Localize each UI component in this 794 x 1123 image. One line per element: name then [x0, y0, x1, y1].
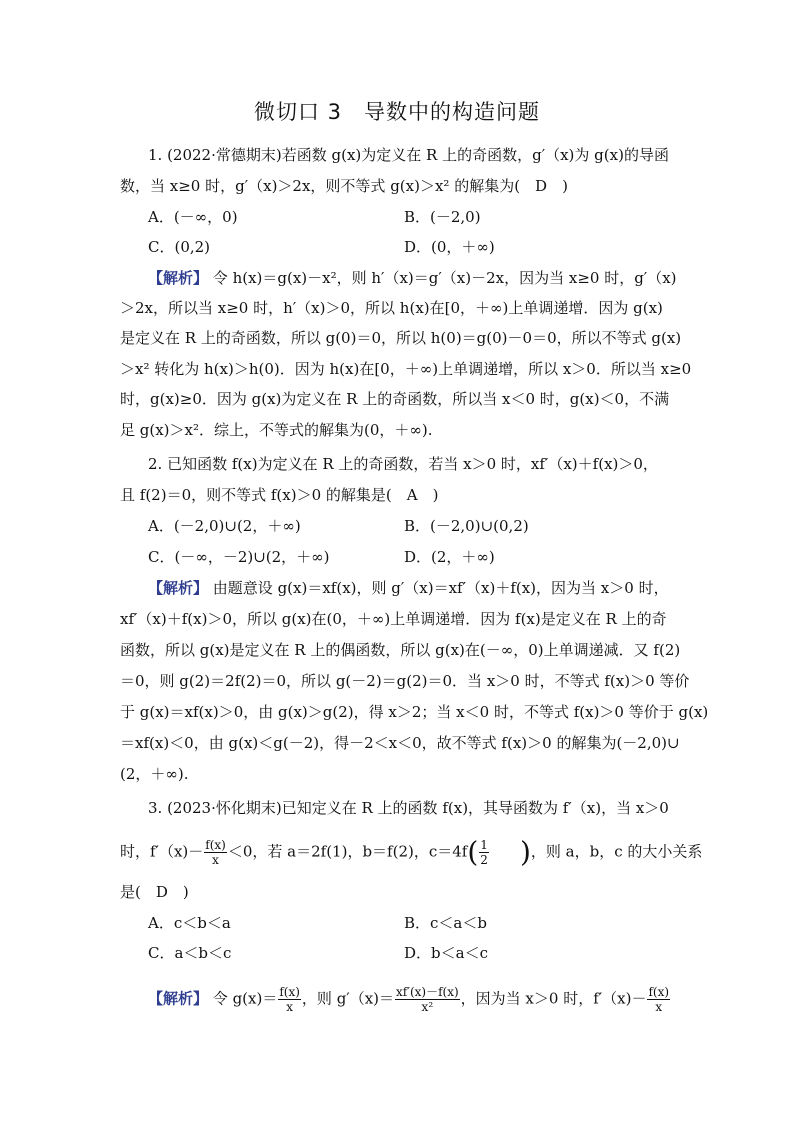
q1-solution-line6: 足 g(x)＞x²．综上，不等式的解集为(0，＋∞).	[120, 421, 433, 439]
q1-solution-line3: 是定义在 R 上的奇函数，所以 g(0)＝0，所以 h(0)＝g(0)－0＝0，所以不等式 g(x)	[120, 329, 682, 347]
fraction-denominator: x	[655, 1000, 663, 1014]
right-paren-icon: )	[519, 835, 531, 869]
q2-solution-line5: 于 g(x)＝xf(x)＞0，由 g(x)＞g(2)，得 x＞2；当 x＜0 时，不等式 f(x)＞0 等价于 g(x)	[120, 703, 709, 721]
fraction-denominator: x	[286, 1000, 294, 1014]
q1-option-c: C．(0,2)	[148, 238, 211, 256]
q2-option-b: B．(－2,0)∪(0,2)	[404, 517, 529, 535]
solution-tag: 【解析】	[148, 269, 209, 287]
q3-solution-text-a: 令 g(x)＝	[212, 989, 278, 1008]
q2-solution-line6: ＝xf(x)＜0，由 g(x)＜g(－2)，得－2＜x＜0，故不等式 f(x)＞0 的解集为(－2,0)∪	[120, 734, 680, 752]
fraction-fx-over-x	[278, 985, 301, 1014]
q1-solution-line1	[148, 268, 677, 288]
q1-stem-line2: 数，当 x≥0 时，g′（x)＞2x，则不等式 g(x)＞x² 的解集为( D )	[120, 177, 568, 195]
q1-option-b: B．(－2,0)	[404, 208, 481, 226]
fraction-fx-over-x	[204, 838, 227, 867]
q1-solution-line4: ＞x² 转化为 h(x)＞h(0)．因为 h(x)在[0，＋∞)上单调递增，所以 x＞0．所以当 x≥0	[120, 360, 692, 378]
q2-solution-text1: 由题意设 g(x)＝xf(x)，则 g′（x)＝xf′（x)＋f(x)，因为当 x＞0 时，	[212, 579, 669, 597]
solution-tag: 【解析】	[148, 579, 209, 597]
page-title: 微切口 3 导数中的构造问题	[253, 100, 541, 124]
fraction-denominator: 2	[480, 853, 488, 867]
q3-stem-line3: 是( D )	[120, 883, 189, 901]
solution-tag: 【解析】	[148, 989, 209, 1008]
q2-option-d: D．(2，＋∞)	[404, 548, 495, 566]
q3-option-b: B．c＜a＜b	[404, 914, 487, 932]
q3-stem-line2	[120, 835, 703, 869]
q1-solution-line5: 时，g(x)≥0．因为 g(x)为定义在 R 上的奇函数，所以当 x＜0 时，g(x)＜0，不满	[120, 390, 670, 408]
q2-option-a: A．(－2,0)∪(2，＋∞)	[148, 517, 301, 535]
q1-solution-text1: 令 h(x)＝g(x)－x²，则 h′（x)＝g′（x)－2x，因为当 x≥0 时，g′（x)	[212, 269, 677, 287]
q3-stem-text-c: ，则 a，b，c 的大小关系	[530, 842, 703, 861]
q2-stem-line1: 2. 已知函数 f(x)为定义在 R 上的奇函数，若当 x＞0 时，xf′（x)＋f(x)＞0，	[148, 455, 658, 473]
fraction-denominator: x	[212, 853, 219, 867]
q3-stem-text-b: ＜0，若 a＝2f(1)，b＝f(2)，c＝4f	[227, 842, 468, 861]
q3-option-c: C．a＜b＜c	[148, 944, 232, 962]
q3-solution-text-c: ，因为当 x＞0 时，f′（x)－	[460, 989, 647, 1008]
q3-option-d: D．b＜a＜c	[404, 944, 488, 962]
fraction-numerator: f(x)	[279, 985, 300, 999]
q1-option-d: D．(0，＋∞)	[404, 238, 495, 256]
q3-solution-text-b: ，则 g′（x)＝	[301, 989, 395, 1008]
q1-option-a: A．(－∞，0)	[148, 208, 238, 226]
fraction-denominator: x²	[421, 1000, 434, 1014]
q2-stem-line2: 且 f(2)＝0，则不等式 f(x)＞0 的解集是( A )	[120, 486, 439, 504]
q3-solution-line1	[148, 985, 671, 1014]
fraction-numerator: xf′(x)－f(x)	[396, 985, 459, 999]
fraction-numerator: 1	[480, 838, 488, 852]
q2-solution-line4: ＝0，则 g(2)＝2f(2)＝0，所以 g(－2)＝g(2)＝0．当 x＞0 时，不等式 f(x)＞0 等价	[120, 672, 690, 690]
q3-stem-text-a: 时，f′（x)－	[120, 842, 204, 861]
fraction-one-half	[479, 838, 489, 867]
q1-solution-line2: ＞2x，所以当 x≥0 时，h′（x)＞0，所以 h(x)在[0，＋∞)上单调递增．因为 g(x)	[120, 299, 663, 317]
q2-solution-line2: xf′（x)＋f(x)＞0，所以 g(x)在(0，＋∞)上单调递增．因为 f(x)是定义在 R 上的奇	[120, 610, 667, 628]
fraction-numerator: f(x)	[648, 985, 670, 999]
q1-stem-line1: 1. (2022·常德期末)若函数 g(x)为定义在 R 上的奇函数，g′（x)为 g(x)的导函	[148, 146, 669, 164]
fraction-derivative-quotient	[395, 985, 460, 1014]
fraction-fx-over-x	[647, 985, 670, 1014]
q2-solution-line1	[148, 578, 669, 598]
q2-solution-line7: (2，＋∞).	[120, 765, 189, 783]
left-paren-icon: (	[467, 835, 479, 869]
q2-solution-line3: 函数，所以 g(x)是定义在 R 上的偶函数，所以 g(x)在(－∞，0)上单调递减．又 f(2)	[120, 641, 681, 659]
q3-stem-line1: 3. (2023·怀化期末)已知定义在 R 上的函数 f(x)，其导函数为 f′（x)，当 x＞0	[148, 799, 669, 817]
q2-option-c: C．(－∞，－2)∪(2，＋∞)	[148, 548, 330, 566]
fraction-numerator: f(x)	[205, 838, 226, 852]
q3-option-a: A．c＜b＜a	[148, 914, 231, 932]
